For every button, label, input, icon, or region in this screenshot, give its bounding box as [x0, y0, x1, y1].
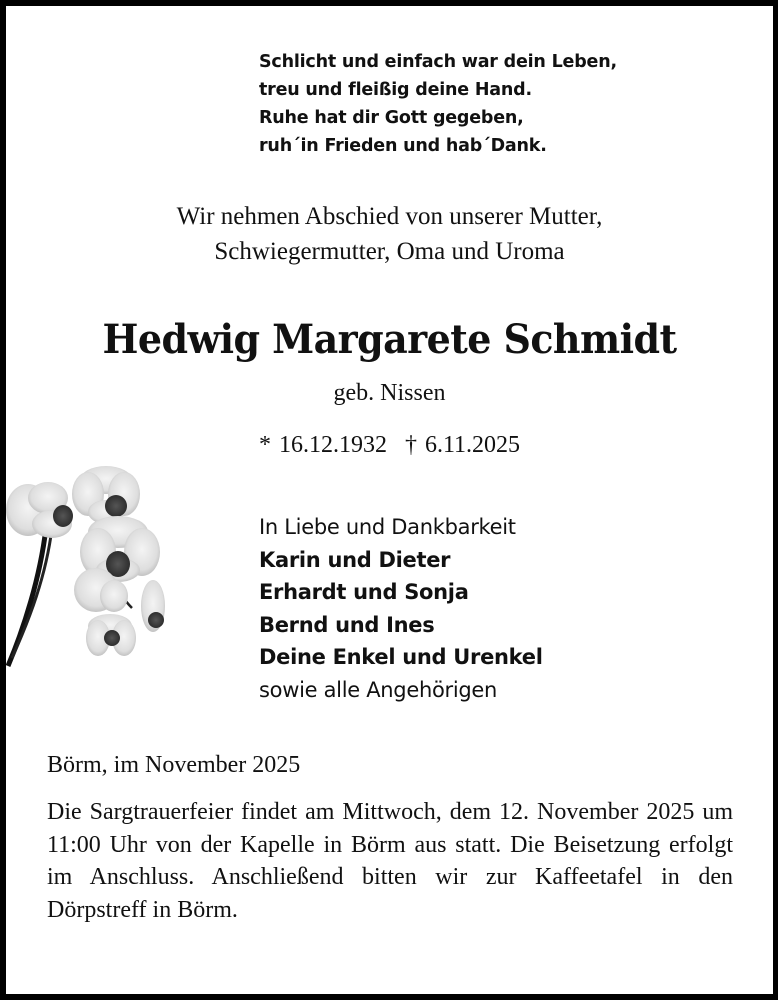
farewell-intro — [6, 199, 773, 269]
service-details: Die Sargtrauerfeier findet am Mittwoch, dem 12. November 2025 um 11:00 Uhr von der Kapelle in Börm aus statt. Die Beisetzung erfolgt im Anschluss. Anschließend bitten wir zur Kaffeetafel in den Dörpstreff in Börm. — [47, 799, 733, 923]
mourner-name: Bernd und Ines — [259, 612, 435, 637]
mourners-list — [259, 511, 543, 706]
poem-line: ruh´in Frieden und hab´Dank. — [259, 136, 547, 156]
poem-line: Ruhe hat dir Gott gegeben, — [259, 108, 524, 128]
place-date: Börm, im November 2025 — [47, 752, 301, 778]
orchid-icon — [6, 458, 181, 678]
deceased-name: Hedwig Margarete Schmidt — [102, 316, 677, 363]
birth-date: * 16.12.1932 — [258, 432, 387, 458]
mourners-closing: sowie alle Angehörigen — [259, 677, 498, 702]
maiden-name: geb. Nissen — [333, 380, 446, 406]
memorial-poem — [259, 48, 617, 160]
mourners-intro: In Liebe und Dankbarkeit — [259, 515, 516, 539]
death-date: † 6.11.2025 — [404, 432, 521, 458]
life-dates — [6, 430, 773, 460]
poem-line: treu und fleißig deine Hand. — [259, 80, 532, 100]
mourner-name: Deine Enkel und Urenkel — [259, 645, 543, 669]
obituary-notice — [6, 6, 773, 994]
intro-line: Schwiegermutter, Oma und Uroma — [214, 238, 565, 265]
mourner-name: Karin und Dieter — [259, 547, 451, 572]
mourner-name: Erhardt und Sonja — [259, 580, 469, 604]
intro-line: Wir nehmen Abschied von unserer Mutter, — [176, 203, 603, 230]
poem-line: Schlicht und einfach war dein Leben, — [259, 52, 617, 72]
